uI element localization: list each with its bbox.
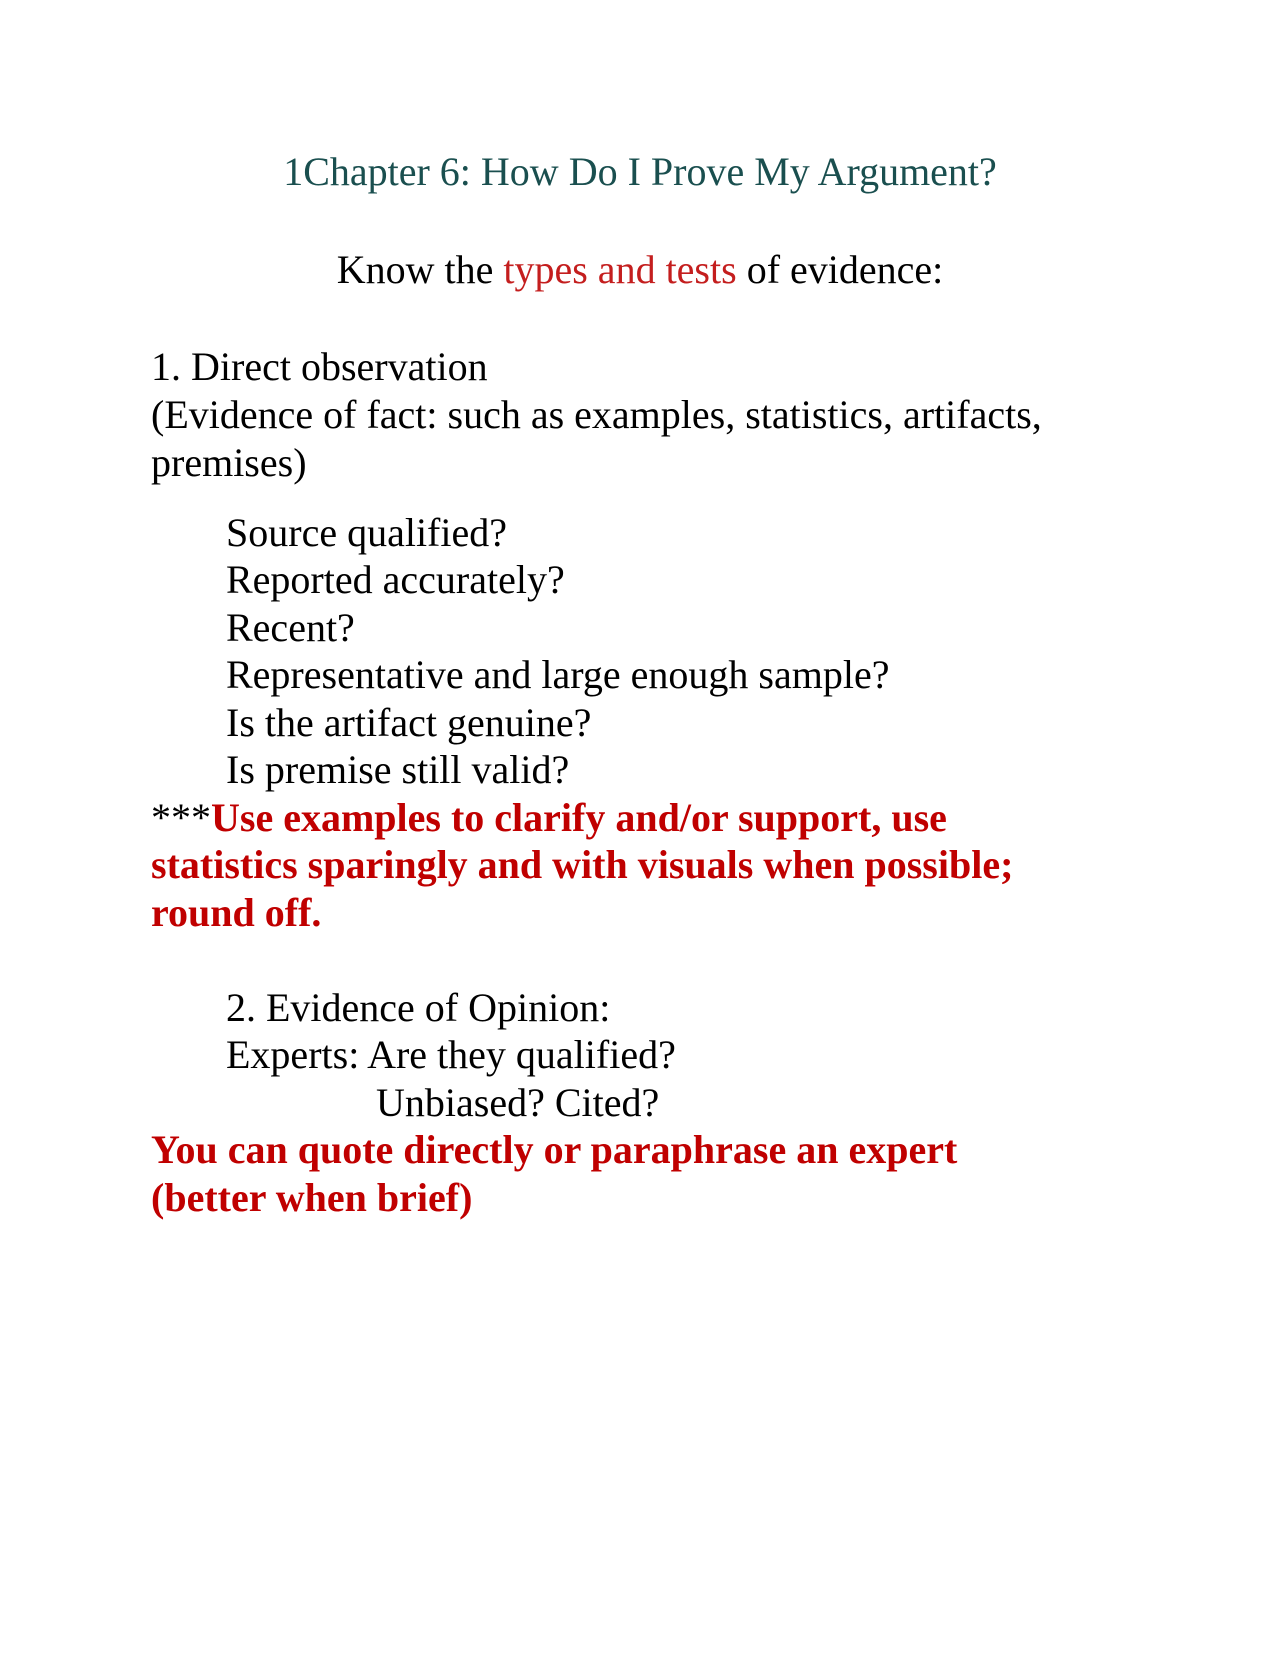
section2-experts-line: Experts: Are they qualified? — [226, 1032, 676, 1077]
question-premise-valid: Is premise still valid? — [226, 747, 570, 792]
question-source-qualified: Source qualified? — [226, 510, 507, 555]
page-title: 1Chapter 6: How Do I Prove My Argument? — [283, 149, 997, 194]
question-representative-sample: Representative and large enough sample? — [226, 652, 890, 697]
subtitle-highlight: types and tests — [503, 247, 737, 292]
question-reported-accurately: Reported accurately? — [226, 557, 565, 602]
question-artifact-genuine: Is the artifact genuine? — [226, 700, 592, 745]
section2-note-line1: You can quote directly or paraphrase an expert — [151, 1127, 958, 1172]
section1-note-line3: round off. — [151, 890, 322, 935]
section1-description-line1: (Evidence of fact: such as examples, statistics, artifacts, — [151, 392, 1042, 437]
section1-description-line2: premises) — [151, 440, 307, 485]
section1-note-line2: statistics sparingly and with visuals when possible; — [151, 842, 1014, 887]
section2-heading: 2. Evidence of Opinion: — [226, 985, 611, 1030]
section1-note-line1 — [151, 795, 947, 840]
page-subtitle — [0, 247, 1280, 292]
note-prefix: *** — [151, 795, 211, 840]
note-text-line1: Use examples to clarify and/or support, use — [211, 795, 947, 840]
section1-heading: 1. Direct observation — [151, 344, 488, 389]
subtitle-before: Know the — [336, 247, 504, 292]
subtitle-after: of evidence: — [736, 247, 944, 292]
section2-note-line2: (better when brief) — [151, 1175, 473, 1220]
question-recent: Recent? — [226, 605, 355, 650]
section2-experts-line2: Unbiased? Cited? — [376, 1080, 660, 1125]
